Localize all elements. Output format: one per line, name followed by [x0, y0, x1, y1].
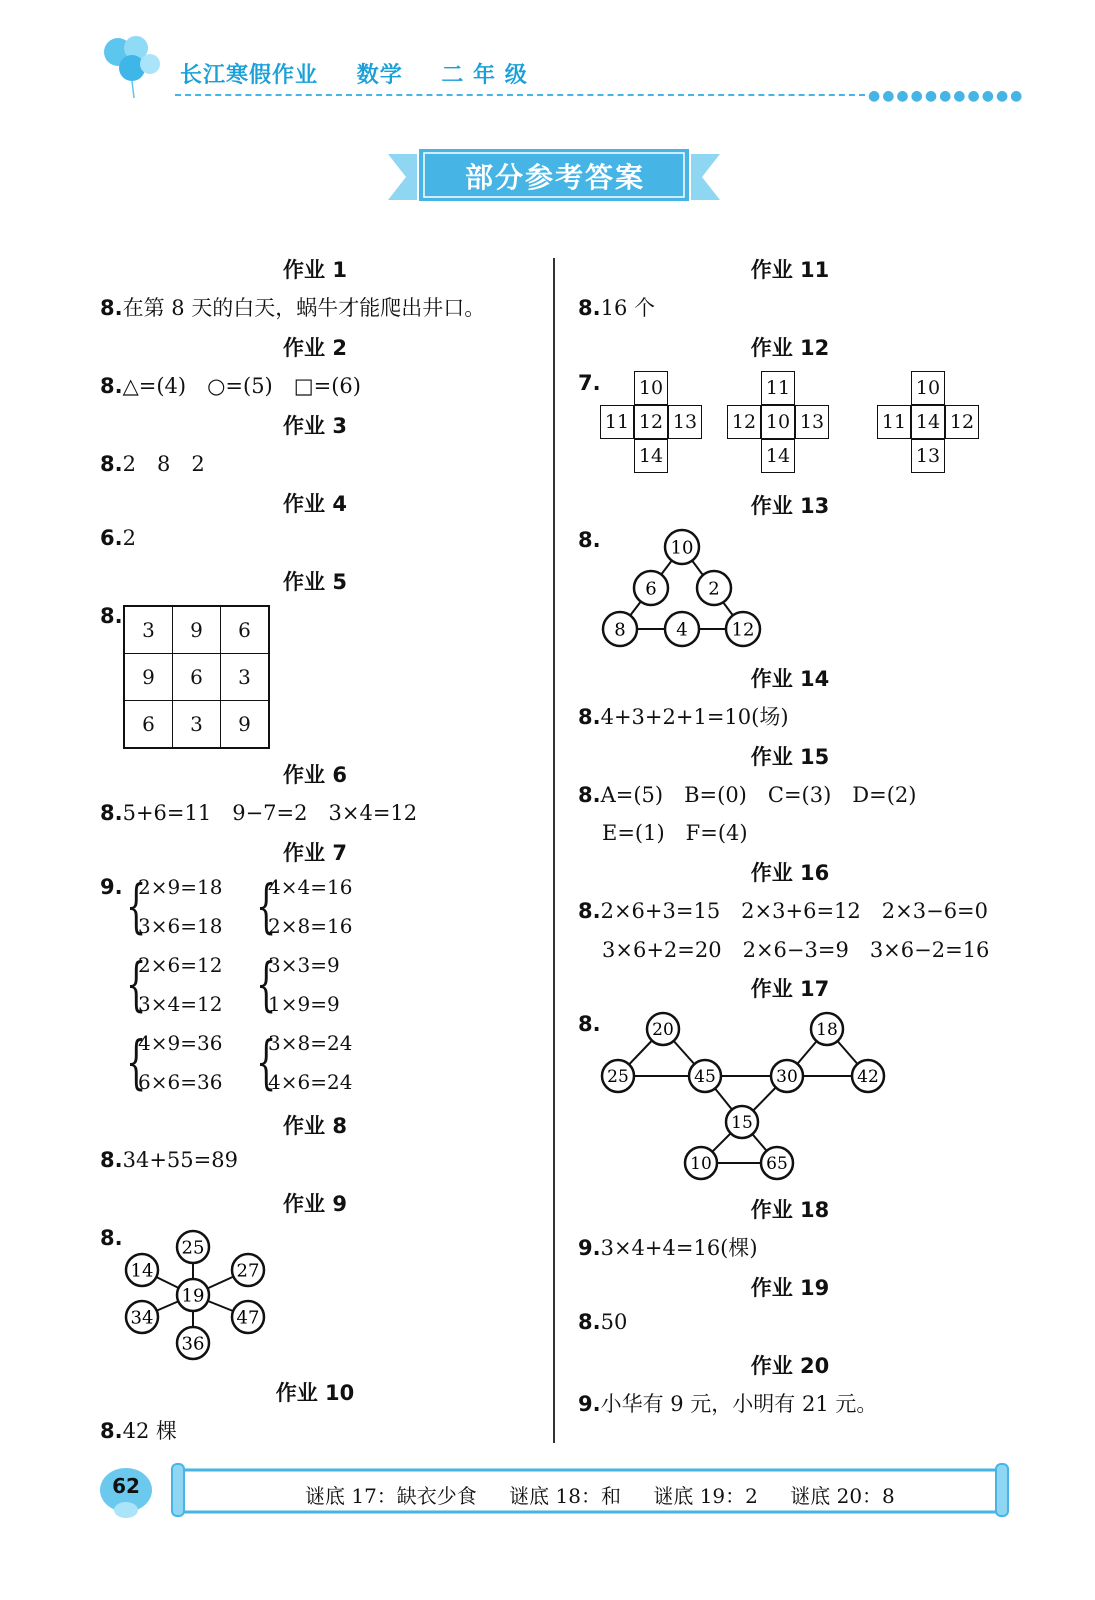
hw12-num: 7.: [578, 371, 601, 395]
hw16-answer-line1: [578, 895, 988, 925]
grid-cell: 6: [124, 701, 173, 749]
number-node: [771, 1060, 803, 1092]
number-node: [232, 1301, 264, 1333]
grid-cell: 9: [173, 606, 221, 654]
svg-text:36: 36: [181, 1333, 205, 1355]
header-dots: ●●●●●●●●●●●: [868, 88, 1025, 104]
page-number: 62: [112, 1474, 140, 1498]
number-node: [852, 1060, 884, 1092]
grid-cell: 6: [173, 654, 221, 701]
hw5-num: 8.: [100, 604, 123, 628]
number-node: [726, 1106, 758, 1138]
q-num: 8.: [578, 783, 601, 807]
equation: 2×8=16: [268, 914, 353, 938]
svg-text:20: 20: [652, 1019, 674, 1040]
svg-text:10: 10: [690, 1153, 712, 1174]
equation: 3×8=24: [268, 1031, 353, 1055]
hw19-title: 作业 19: [750, 1276, 830, 1300]
grid-cell: 3: [173, 701, 221, 749]
brace: {: [126, 1028, 147, 1096]
svg-text:65: 65: [766, 1153, 788, 1174]
cross-cell-right: 13: [668, 405, 702, 439]
subject-name: 数学: [356, 63, 403, 88]
answer-text: 5+6=11 9−7=2 3×4=12: [122, 801, 418, 825]
svg-text:15: 15: [731, 1112, 753, 1133]
number-node: [726, 612, 760, 646]
hw18-answer: [578, 1232, 758, 1262]
answer-text: 3×4+4=16(棵): [600, 1236, 758, 1260]
hw4-answer: [100, 526, 136, 550]
number-node: [811, 1013, 843, 1045]
svg-text:25: 25: [181, 1237, 205, 1259]
q-num: 8.: [578, 296, 601, 320]
hw3-answer: [100, 448, 205, 478]
cross-cell-right: 12: [945, 405, 979, 439]
equation: 6×6=36: [138, 1070, 223, 1094]
number-node: [177, 1231, 209, 1263]
hw6-answer: [100, 797, 417, 827]
grid-cell: 9: [124, 654, 173, 701]
cross-cell-bottom: 14: [761, 439, 795, 473]
brace: {: [256, 950, 277, 1018]
grid-cell: 9: [221, 701, 270, 749]
svg-text:42: 42: [857, 1066, 879, 1087]
equation: 4×9=36: [138, 1031, 223, 1055]
answer-text: 4+3+2+1=10(场): [600, 705, 789, 729]
hw5-title: 作业 5: [283, 570, 347, 594]
cross-cell-top: 11: [761, 371, 795, 405]
hw1-title: 作业 1: [283, 258, 347, 282]
q-num: 8.: [100, 452, 123, 476]
header-divider: [175, 94, 865, 96]
hw20-title: 作业 20: [750, 1354, 830, 1378]
number-node: [761, 1147, 793, 1179]
hw4-title: 作业 4: [283, 492, 347, 516]
q-num: 8.: [100, 296, 123, 320]
riddle-18: 谜底 18：和: [509, 1484, 621, 1508]
q-num: 8.: [100, 1148, 123, 1172]
svg-text:30: 30: [776, 1066, 798, 1087]
answer-text: A=(5) B=(0) C=(3) D=(2): [600, 783, 917, 807]
svg-text:45: 45: [694, 1066, 716, 1087]
hw15-answer-line1: [578, 779, 916, 809]
svg-text:14: 14: [130, 1260, 154, 1282]
cross-cell-mid: 10: [761, 405, 795, 439]
equation: 3×3=9: [268, 953, 340, 977]
hw6-title: 作业 6: [283, 763, 347, 787]
svg-text:12: 12: [731, 619, 755, 641]
balloons-icon: [98, 30, 168, 100]
brace: {: [256, 872, 277, 940]
hw17-num: 8.: [578, 1012, 601, 1036]
equation: 2×6=12: [138, 953, 223, 977]
hw14-answer: [578, 701, 789, 731]
hw20-answer: [578, 1388, 877, 1418]
grid-cell: 3: [124, 606, 173, 654]
cross-cell-top: 10: [911, 371, 945, 405]
hw2-title: 作业 2: [283, 336, 347, 360]
equation: 1×9=9: [268, 992, 340, 1016]
cross-cell-bottom: 13: [911, 439, 945, 473]
q-num: 8.: [100, 374, 123, 398]
number-node: [603, 612, 637, 646]
cross-cell-left: 11: [600, 405, 634, 439]
hw10-answer: [100, 1415, 177, 1445]
hw14-title: 作业 14: [750, 667, 830, 691]
banner-title: 部分参考答案: [464, 161, 645, 194]
hw9-star-diagram: [115, 1225, 275, 1365]
cross-cell-bottom: 14: [634, 439, 668, 473]
hw7-num: 9.: [100, 875, 123, 899]
svg-text:2: 2: [708, 578, 720, 600]
cross-cell-mid: 12: [634, 405, 668, 439]
answer-text: 在第 8 天的白天，蜗牛才能爬出井口。: [122, 296, 486, 320]
svg-text:8: 8: [614, 619, 626, 641]
answer-text: 2×6+3=15 2×3+6=12 2×3−6=0: [600, 899, 989, 923]
hw7-title: 作业 7: [283, 841, 347, 865]
svg-text:19: 19: [181, 1285, 205, 1307]
q-num: 8.: [578, 899, 601, 923]
cross-cell-left: 12: [727, 405, 761, 439]
column-divider: [553, 258, 555, 1443]
grid-cell: 6: [221, 606, 270, 654]
svg-text:47: 47: [236, 1307, 260, 1329]
brace: {: [126, 950, 147, 1018]
hw8-answer: [100, 1148, 238, 1172]
riddle-17: 谜底 17：缺衣少食: [305, 1484, 477, 1508]
q-num: 8.: [578, 705, 601, 729]
number-node: [177, 1327, 209, 1359]
hw16-answer-line2: 3×6+2=20 2×6−3=9 3×6−2=16: [602, 938, 990, 962]
answer-text: 2: [122, 526, 136, 550]
hw12-title: 作业 12: [750, 336, 830, 360]
equation: 2×9=18: [138, 875, 223, 899]
number-node: [665, 612, 699, 646]
equation: 4×4=16: [268, 875, 353, 899]
hw1-answer: [100, 292, 485, 322]
svg-text:34: 34: [130, 1307, 154, 1329]
hw13-triangle-diagram: [595, 525, 775, 650]
answer-text: 2 8 2: [122, 452, 205, 476]
hw2-answer: [100, 370, 361, 400]
svg-text:6: 6: [645, 578, 657, 600]
cross-cell-left: 11: [877, 405, 911, 439]
number-node: [697, 571, 731, 605]
hw18-title: 作业 18: [750, 1198, 830, 1222]
cross-cell-right: 13: [795, 405, 829, 439]
q-num: 8.: [100, 1419, 123, 1443]
answer-text: 34+55=89: [122, 1148, 238, 1172]
number-node: [665, 530, 699, 564]
hw11-answer: [578, 292, 655, 322]
number-node: [685, 1147, 717, 1179]
hw13-num: 8.: [578, 528, 601, 552]
q-num: 6.: [100, 526, 123, 550]
equation: 3×4=12: [138, 992, 223, 1016]
number-node: [177, 1279, 209, 1311]
svg-text:18: 18: [816, 1019, 838, 1040]
answer-text: 50: [600, 1310, 628, 1334]
number-node: [647, 1013, 679, 1045]
riddle-19: 谜底 19：2: [653, 1484, 758, 1508]
hw15-title: 作业 15: [750, 745, 830, 769]
brace: {: [256, 1028, 277, 1096]
riddle-20: 谜底 20：8: [790, 1484, 895, 1508]
hw3-title: 作业 3: [283, 414, 347, 438]
answer-text: 42 棵: [122, 1419, 177, 1443]
footer-riddles: [305, 1480, 921, 1509]
hw17-title: 作业 17: [750, 977, 830, 1001]
hw5-grid: [123, 605, 270, 749]
answer-text: 16 个: [600, 296, 655, 320]
svg-text:27: 27: [236, 1260, 260, 1282]
cross-cell-mid: 14: [911, 405, 945, 439]
number-node: [689, 1060, 721, 1092]
hw9-title: 作业 9: [283, 1192, 347, 1216]
grid-cell: 3: [221, 654, 270, 701]
header-title: [180, 58, 558, 89]
book-name: 长江寒假作业: [180, 63, 319, 88]
equation: 3×6=18: [138, 914, 223, 938]
q-num: 9.: [578, 1392, 601, 1416]
cross-cell-top: 10: [634, 371, 668, 405]
hw19-answer: [578, 1310, 627, 1334]
number-node: [126, 1254, 158, 1286]
hw15-answer-line2: E=(1) F=(4): [602, 821, 748, 845]
q-num: 8.: [100, 801, 123, 825]
svg-text:4: 4: [676, 619, 688, 641]
svg-text:25: 25: [607, 1066, 629, 1087]
answer-text: △=(4) ○=(5) □=(6): [122, 374, 361, 398]
equation: 4×6=24: [268, 1070, 353, 1094]
q-num: 9.: [578, 1236, 601, 1260]
hw10-title: 作业 10: [275, 1381, 355, 1405]
number-node: [634, 571, 668, 605]
svg-text:10: 10: [670, 537, 694, 559]
hw13-title: 作业 13: [750, 494, 830, 518]
number-node: [126, 1301, 158, 1333]
hw16-title: 作业 16: [750, 861, 830, 885]
q-num: 8.: [578, 1310, 601, 1334]
hw9-num: 8.: [100, 1226, 123, 1250]
hw11-title: 作业 11: [750, 258, 830, 282]
number-node: [232, 1254, 264, 1286]
number-node: [602, 1060, 634, 1092]
brace: {: [126, 872, 147, 940]
grade-name: 二 年 级: [441, 63, 528, 88]
hw17-network-diagram: [595, 1008, 895, 1183]
answer-text: 小华有 9 元，小明有 21 元。: [600, 1392, 878, 1416]
hw8-title: 作业 8: [283, 1114, 347, 1138]
